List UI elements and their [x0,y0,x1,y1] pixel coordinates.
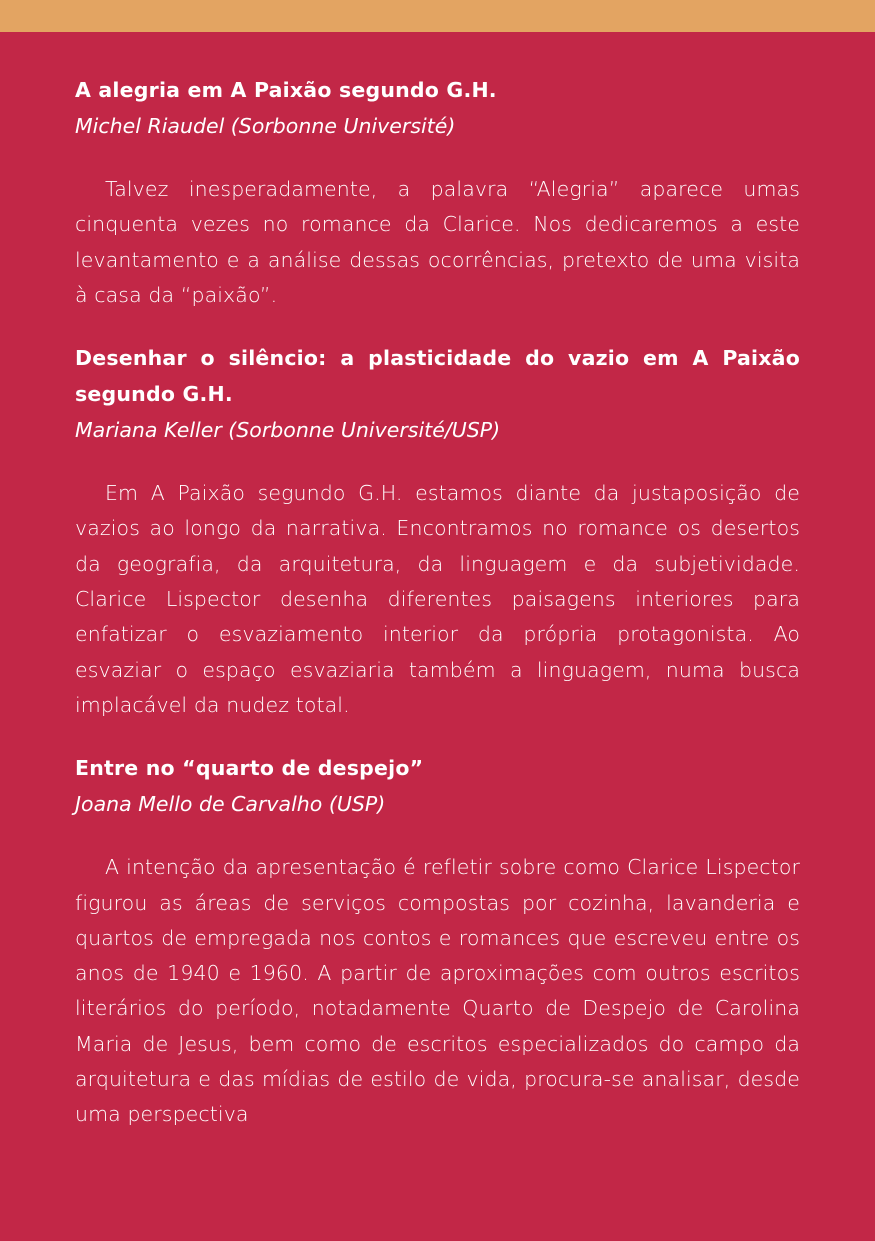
entry-abstract: Talvez inesperadamente, a palavra “Alegria” aparece umas cinquenta vezes no romance da Clarice. Nos dedicaremos a este levantamento e a análise dessas ocorrências, pretexto de uma visita à casa da “paixão”. [75,177,800,307]
entry-author: Michel Riaudel (Sorbonne Université) [75,114,456,138]
abstract-entry [75,340,800,723]
abstract-entry [75,750,800,1132]
entry-title: Entre no “quarto de despejo” [75,756,424,781]
document-body [75,72,800,1160]
entry-author: Mariana Keller (Sorbonne Université/USP) [75,418,501,443]
entry-title: A alegria em A Paixão segundo G.H. [75,78,497,102]
entry-author: Joana Mello de Carvalho (USP) [75,792,386,817]
entry-abstract: Em A Paixão segundo G.H. estamos diante da justaposição de vazios ao longo da narrativa. Encontramos no romance os desertos da geografia, da arquitetura, da linguagem e da subjetividade. Clarice Lispector desenha diferentes paisagens interiores para enfatizar o esvaziamento interior da própria protagonista. Ao esvaziar o espaço esvaziaria também a linguagem, numa busca implacável da nudez total. [75,481,800,717]
entry-abstract: A intenção da apresentação é refletir sobre como Clarice Lispector figurou as áreas de serviços compostas por cozinha, lavanderia e quartos de empregada nos contos e romances que escreveu entre os anos de 1940 e 1960. A partir de aproximações com outros escritos literários do período, notadamente Quarto de Despejo de Carolina Maria de Jesus, bem como de escritos especializados do campo da arquitetura e das mídias de estilo de vida, procura-se analisar, desde uma perspectiva [75,855,800,1127]
abstract-entry [75,72,800,313]
entry-title: Desenhar o silêncio: a plasticidade do vazio em A Paixão segundo G.H. [75,346,800,407]
top-color-band [0,0,875,32]
